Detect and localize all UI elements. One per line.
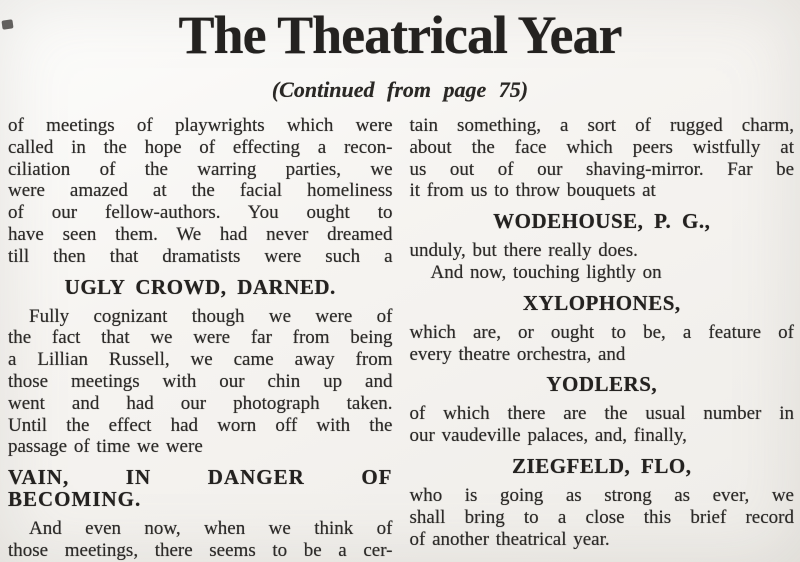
text-line: of our fellow-authors. You ought to xyxy=(8,202,393,224)
text-line: ciliation of the warring parties, we xyxy=(8,158,393,180)
heading-yodlers: YODLERS, xyxy=(546,372,658,397)
text-line: have seen them. We had never dreamed xyxy=(8,223,393,245)
paragraph-opening xyxy=(8,115,393,268)
text-line: till then that dramatists were such a xyxy=(8,245,393,267)
text-line: unduly, but there really does. xyxy=(409,240,638,262)
heading-ziegfeld: ZIEGFELD, FLO, xyxy=(512,453,692,478)
text-line: Until the effect had worn off with the xyxy=(8,414,393,436)
text-line: those meetings, there seems to be a cer- xyxy=(8,539,393,561)
text-line: were amazed at the facial homeliness xyxy=(8,180,393,202)
text-line: about the face which peers wistfully at xyxy=(409,136,794,158)
text-line: Fully cognizant though we were of xyxy=(29,305,393,327)
text-line: went and had our photograph taken. xyxy=(8,392,393,414)
paragraph-and-even-now xyxy=(8,518,393,562)
text-line: called in the hope of effecting a recon- xyxy=(8,136,393,158)
article-columns xyxy=(0,102,800,562)
text-line: every theatre orchestra, and xyxy=(409,343,626,365)
paragraph-and-now xyxy=(410,262,795,284)
left-column xyxy=(8,115,393,562)
paragraph-closing xyxy=(410,485,795,550)
heading-vain: VAIN, IN DANGER OF BECOMING. xyxy=(8,465,393,512)
heading-xylophones: XYLOPHONES, xyxy=(522,290,681,315)
paragraph-of-which xyxy=(410,403,795,447)
continued-from-note: (Continued from page 75) xyxy=(271,77,529,102)
heading-wodehouse: WODEHOUSE, P. G., xyxy=(493,209,711,234)
text-line: of meetings of playwrights which were xyxy=(8,115,393,136)
paragraph-fully-cognizant xyxy=(8,306,393,459)
text-line: tain something, a sort of rugged charm, xyxy=(409,115,794,136)
text-line: And even now, when we think of xyxy=(29,518,393,540)
article-title: The Theatrical Year xyxy=(178,5,622,65)
text-line: who is going as strong as ever, we xyxy=(409,484,794,506)
text-line: which are, or ought to be, a feature of xyxy=(409,321,794,343)
text-line: of another theatrical year. xyxy=(409,528,610,550)
text-line: of which there are the usual number in xyxy=(409,403,794,425)
paragraph-which-are xyxy=(410,322,795,366)
text-line: it from us to throw bouquets at xyxy=(409,180,656,202)
text-line: a Lillian Russell, we came away from xyxy=(8,349,393,371)
text-line: those meetings with our chin up and xyxy=(8,370,393,392)
right-column xyxy=(410,115,795,562)
text-line: our vaudeville palaces, and, finally, xyxy=(409,425,687,447)
heading-ugly-crowd: UGLY CROWD, DARNED. xyxy=(64,274,336,299)
text-line: And now, touching lightly on xyxy=(430,261,662,283)
text-line: us out of our shaving-mirror. Far be xyxy=(409,158,794,180)
scan-smudge xyxy=(1,19,13,29)
text-line: shall bring to a close this brief record xyxy=(409,506,794,528)
text-line: passage of time we were xyxy=(8,436,203,458)
text-line: the fact that we were far from being xyxy=(8,327,393,349)
paragraph-unduly xyxy=(410,240,795,262)
paragraph-rugged-charm xyxy=(410,115,795,202)
